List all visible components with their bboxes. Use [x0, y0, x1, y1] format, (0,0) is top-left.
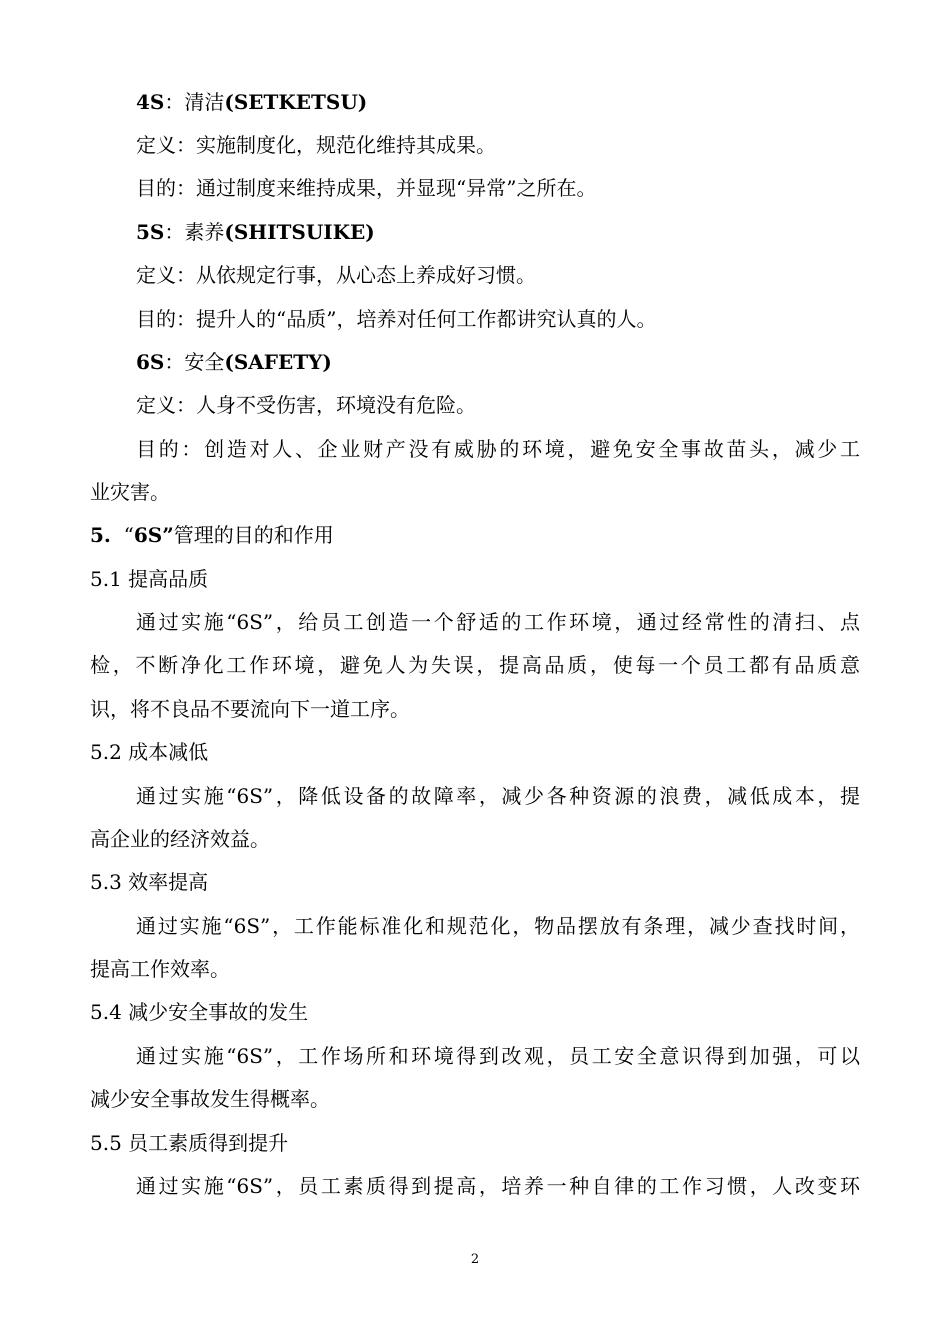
heading-4s-name: ：清洁 — [164, 90, 225, 114]
paragraph-5-3-line2: 提高工作效率。 — [90, 957, 230, 981]
definition-6s: 定义：人身不受伤害，环境没有危险。 — [136, 393, 476, 417]
definition-4s: 定义：实施制度化，规范化维持其成果。 — [136, 133, 496, 157]
definition-5s: 定义：从依规定行事，从心态上养成好习惯。 — [136, 263, 536, 287]
heading-6s — [136, 349, 860, 375]
subheading-5-2: 5.2 成本减低 — [90, 740, 209, 764]
heading-6s-code: 6S — [136, 350, 165, 374]
page-number: 2 — [470, 1252, 480, 1267]
subheading-5-5: 5.5 员工素质得到提升 — [90, 1131, 289, 1155]
paragraph-5-1-line3: 识，将不良品不要流向下一道工序。 — [90, 697, 410, 721]
heading-6s-roman: (SAFETY) — [224, 350, 332, 374]
chapter-5-quote-open: “ — [123, 523, 134, 547]
heading-5s-roman: (SHITSUIKE) — [224, 220, 375, 244]
heading-5s-name: ：素养 — [164, 220, 225, 244]
chapter-5-number: 5. — [90, 523, 111, 547]
heading-4s — [136, 89, 860, 115]
heading-5s — [136, 219, 860, 245]
heading-4s-code: 4S — [136, 90, 165, 114]
subheading-5-4: 5.4 减少安全事故的发生 — [90, 1000, 309, 1024]
heading-6s-name: ：安全 — [164, 350, 225, 374]
purpose-5s: 目的：提升人的“品质”，培养对任何工作都讲究认真的人。 — [136, 307, 657, 331]
paragraph-5-4-line2: 减少安全事故发生得概率。 — [90, 1087, 330, 1111]
subheading-5-3: 5.3 效率提高 — [90, 870, 209, 894]
chapter-5-title: 管理的目的和作用 — [173, 523, 334, 547]
heading-5s-code: 5S — [136, 220, 165, 244]
chapter-5-heading — [90, 522, 860, 548]
chapter-5-code: 6S” — [133, 523, 174, 547]
paragraph-5-4-line1: 通过实施“6S”，工作场所和环境得到改观，员工安全意识得到加强，可以 — [136, 1044, 860, 1068]
purpose-6s-line1: 目的：创造对人、企业财产没有威胁的环境，避免安全事故苗头，减少工 — [136, 437, 860, 461]
paragraph-5-5-line1: 通过实施“6S”，员工素质得到提高，培养一种自律的工作习惯，人改变环 — [136, 1174, 860, 1198]
heading-4s-roman: (SETKETSU) — [224, 90, 368, 114]
purpose-4s: 目的：通过制度来维持成果，并显现“异常”之所在。 — [136, 176, 597, 200]
paragraph-5-2-line1: 通过实施“6S”，降低设备的故障率，减少各种资源的浪费，减低成本，提 — [136, 784, 860, 808]
purpose-6s-line2: 业灾害。 — [90, 480, 170, 504]
paragraph-5-1-line2: 检，不断净化工作环境，避免人为失误，提高品质，使每一个员工都有品质意 — [90, 653, 860, 677]
paragraph-5-1-line1: 通过实施“6S”，给员工创造一个舒适的工作环境，通过经常性的清扫、点 — [136, 610, 860, 634]
paragraph-5-2-line2: 高企业的经济效益。 — [90, 827, 270, 851]
subheading-5-1: 5.1 提高品质 — [90, 567, 209, 591]
paragraph-5-3-line1: 通过实施“6S”，工作能标准化和规范化，物品摆放有条理，减少查找时间， — [136, 914, 860, 938]
